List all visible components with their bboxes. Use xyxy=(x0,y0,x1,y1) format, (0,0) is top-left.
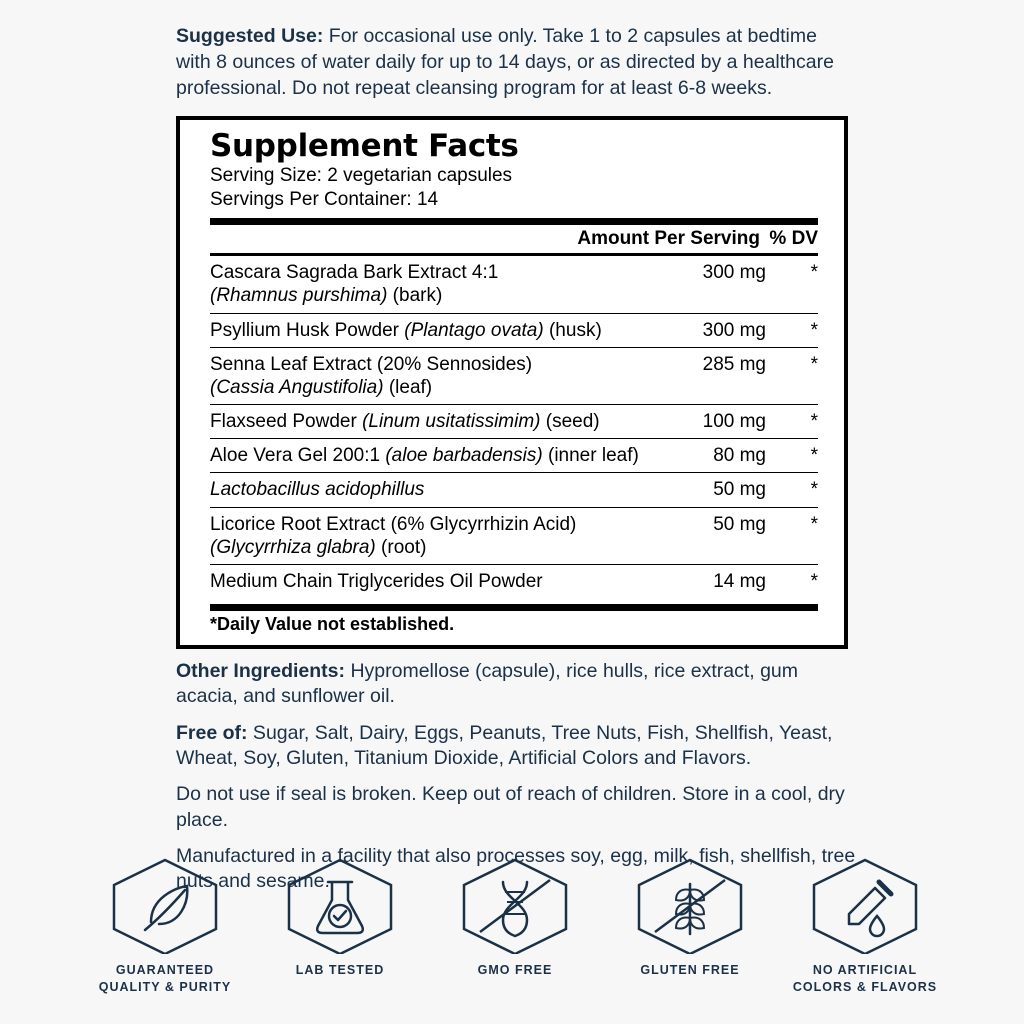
suggested-use-paragraph xyxy=(176,24,848,102)
ingredient-daily-value: * xyxy=(766,473,818,507)
servings-per-container: Servings Per Container: 14 xyxy=(210,189,439,211)
badge-gluten-free xyxy=(605,854,775,979)
serving-size: Serving Size: 2 vegetarian capsules xyxy=(210,165,513,187)
table-row xyxy=(210,405,818,439)
badge-caption: GUARANTEED QUALITY & PURITY xyxy=(98,963,232,995)
ingredient-amount: 300 mg xyxy=(674,256,766,313)
ingredient-daily-value: * xyxy=(766,313,818,347)
ingredient-daily-value: * xyxy=(766,507,818,564)
dropper-icon xyxy=(805,854,925,954)
ingredient-daily-value: * xyxy=(766,347,818,404)
ingredient-name: Psyllium Husk Powder (Plantago ovata) (husk) xyxy=(210,313,674,347)
ingredient-name: Licorice Root Extract (6% Glycyrrhizin Acid) (Glycyrrhiza glabra) (root) xyxy=(210,507,674,564)
other-ingredients-text: Hypromellose (capsule), rice hulls, rice extract, gum acacia, and sunflower oil. xyxy=(176,660,799,708)
ingredient-name: Cascara Sagrada Bark Extract 4:1 (Rhamnus purshima) (bark) xyxy=(210,256,674,313)
badge-no-artificial-colors xyxy=(780,854,950,996)
warning-paragraph: Do not use if seal is broken. Keep out of reach of children. Store in a cool, dry place. xyxy=(176,783,845,831)
ingredient-name: Senna Leaf Extract (20% Sennosides) (Cassia Angustifolia) (leaf) xyxy=(210,347,674,404)
supplement-facts-panel xyxy=(176,116,848,649)
ingredient-amount: 50 mg xyxy=(674,473,766,507)
wheat-icon xyxy=(630,854,750,954)
ingredients-table xyxy=(210,256,818,598)
ingredient-amount: 14 mg xyxy=(713,570,766,592)
ingredient-name: Aloe Vera Gel 200:1 (aloe barbadensis) (inner leaf) xyxy=(210,439,674,473)
badge-guaranteed-quality xyxy=(80,854,250,996)
flask-icon xyxy=(280,854,400,954)
table-row xyxy=(210,439,818,473)
badge-gmo-free xyxy=(430,854,600,979)
badge-row xyxy=(80,854,950,996)
ingredient-name: Lactobacillus acidophillus xyxy=(210,473,674,507)
percent-dv-header: % DV xyxy=(769,228,818,250)
supplement-facts-title: Supplement Facts xyxy=(210,127,519,164)
badge-caption: NO ARTIFICIAL COLORS & FLAVORS xyxy=(792,963,938,995)
suggested-use-text: For occasional use only. Take 1 to 2 capsules at bedtime with 8 ounces of water daily for up to 14 days, or as directed by a healthcare professional. Do not repeat cleansing program for at least 6-8 weeks. xyxy=(176,25,834,99)
ingredient-name: Flaxseed Powder (Linum usitatissimim) (seed) xyxy=(210,405,674,439)
free-of-text: Sugar, Salt, Dairy, Eggs, Peanuts, Tree Nuts, Fish, Shellfish, Yeast, Wheat, Soy, Gluten, Titanium Dioxide, Artificial Colors and Flavors. xyxy=(176,721,833,770)
divider-thick-bottom xyxy=(210,604,818,611)
badge-caption: GLUTEN FREE xyxy=(640,963,740,978)
facility-paragraph: Manufactured in a facility that also processes soy, egg, milk, fish, shellfish, tree nuts and sesame. xyxy=(176,845,856,893)
badge-caption: GMO FREE xyxy=(477,963,553,978)
table-header-row xyxy=(210,225,818,253)
table-row xyxy=(210,313,818,347)
badge-caption: LAB TESTED xyxy=(295,963,385,978)
ingredient-daily-value: * xyxy=(766,256,818,313)
amount-per-serving-header: Amount Per Serving xyxy=(577,228,760,250)
ingredient-daily-value: * xyxy=(810,570,818,592)
suggested-use-label: Suggested Use: xyxy=(176,25,324,47)
ingredient-amount: 50 mg xyxy=(674,507,766,564)
ingredient-amount: 80 mg xyxy=(674,439,766,473)
free-of-label: Free of: xyxy=(176,721,248,744)
dna-icon xyxy=(455,854,575,954)
other-ingredients-label: Other Ingredients: xyxy=(176,660,346,683)
daily-value-footnote: *Daily Value not established. xyxy=(210,614,455,635)
ingredient-name: Medium Chain Triglycerides Oil Powder xyxy=(210,570,543,592)
ingredient-amount: 285 mg xyxy=(674,347,766,404)
free-of-paragraph xyxy=(176,721,856,772)
leaf-icon xyxy=(105,854,225,954)
ingredient-daily-value: * xyxy=(766,405,818,439)
other-ingredients-paragraph xyxy=(176,659,856,710)
ingredient-daily-value: * xyxy=(766,439,818,473)
table-row xyxy=(210,507,818,564)
table-row xyxy=(210,473,818,507)
ingredient-amount: 300 mg xyxy=(674,313,766,347)
badge-lab-tested xyxy=(255,854,425,979)
table-row xyxy=(210,256,818,313)
ingredient-amount: 100 mg xyxy=(674,405,766,439)
table-row xyxy=(210,347,818,404)
divider-thick-top xyxy=(210,218,818,225)
table-row xyxy=(210,564,818,598)
